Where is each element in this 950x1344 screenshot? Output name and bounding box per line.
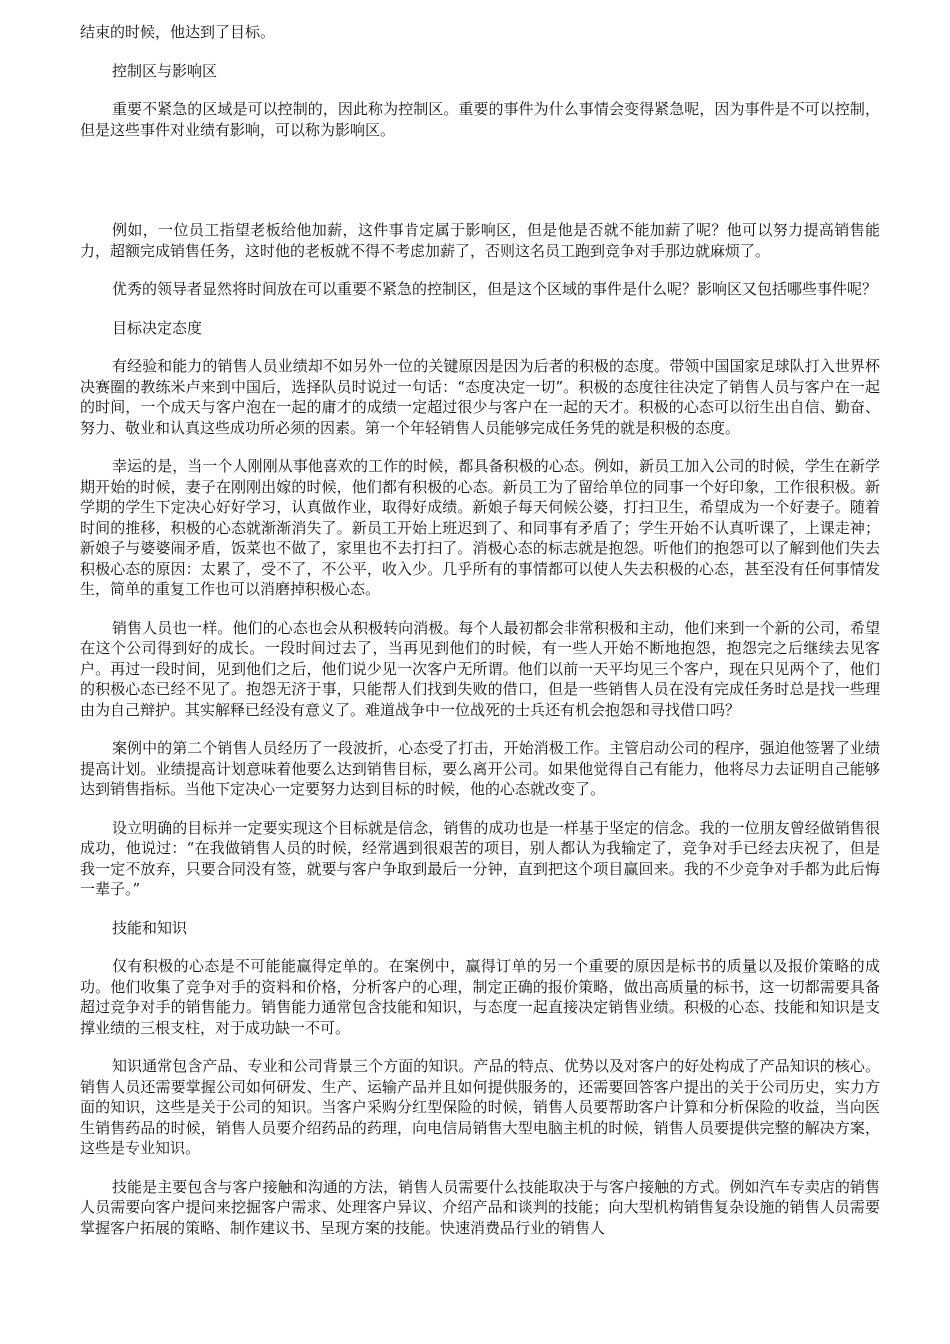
- paragraph: 案例中的第二个销售人员经历了一段波折，心态受了打击，开始消极工作。主管启动公司的程序，强迫他签署了业绩提高计划。业绩提高计划意味着他要么达到销售目标，要么离开公司。如果他觉得自己有能力，他将尽力去证明自己能够达到销售指标。当他下定决心一定要努力达到目标的时候，他的心态就改变了。: [80, 739, 880, 798]
- paragraph: 销售人员也一样。他们的心态也会从积极转向消极。每个人最初都会非常积极和主动，他们来到一个新的公司，希望在这个公司得到好的成长。一段时间过去了，当再见到他们的时候，有一些人开始不断地抱怨，抱怨完之后继续去见客户。再过一段时间，见到他们之后，他们说少见一次客户无所谓。他们以前一天平均见三个客户，现在只见两个了，他们的积极心态已经不见了。抱怨无济于事，只能帮人们找到失败的借口，但是一些销售人员在没有完成任务时总是找一些理由为自己辩护。其实解释已经没有意义了。难道战争中一位战死的士兵还有机会抱怨和寻找借口吗？: [80, 618, 880, 719]
- paragraph: 仅有积极的心态是不可能能赢得定单的。在案例中，赢得订单的另一个重要的原因是标书的质量以及报价策略的成功。他们收集了竞争对手的资料和价格，分析客户的心理，制定正确的报价策略，做出高质量的标书，这一切都需要具备超过竞争对手的销售能力。销售能力通常包含技能和知识，与态度一起直接决定销售业绩。积极的心态、技能和知识是支撑业绩的三根支柱，对于成功缺一不可。: [80, 957, 880, 1037]
- section-heading: 控制区与影响区: [112, 61, 218, 80]
- document-page: [80, 22, 880, 1256]
- section-heading: 技能和知识: [112, 918, 188, 937]
- paragraph: 重要不紧急的区域是可以控制的，因此称为控制区。重要的事件为什么事情会变得紧急呢，因为事件是不可以控制，但是这些事件对业绩有影响，可以称为影响区。: [80, 100, 880, 139]
- section-heading: 目标决定态度: [112, 318, 203, 337]
- paragraph: 技能是主要包含与客户接触和沟通的方法，销售人员需要什么技能取决于与客户接触的方式。例如汽车专卖店的销售人员需要向客户提问来挖掘客户需求、处理客户异议、介绍产品和谈判的技能；向大型机构销售复杂设施的销售人员需要掌握客户拓展的策略、制作建议书、呈现方案的技能。快速消费品行业的销售人: [80, 1177, 880, 1237]
- paragraph: 优秀的领导者显然将时间放在可以重要不紧急的控制区，但是这个区域的事件是什么呢？影响区又包括哪些事件呢？: [112, 280, 878, 298]
- paragraph: 有经验和能力的销售人员业绩却不如另外一位的关键原因是因为后者的积极的态度。带领中国国家足球队打入世界杯决赛圈的教练米卢来到中国后，选择队员时说过一句话：“态度决定一切”。积极的态度往往决定了销售人员与客户在一起的时间，一个成天与客户泡在一起的庸才的成绩一定超过很少与客户在一起的天才。积极的心态可以衍生出自信、勤奋、努力、敬业和认真这些成功所必须的因素。第一个年轻销售人员能够完成任务凭的就是积极的态度。: [80, 357, 880, 437]
- paragraph: 设立明确的目标并一定要实现这个目标就是信念，销售的成功也是一样基于坚定的信念。我的一位朋友曾经做销售很成功，他说过：“在我做销售人员的时候，经常遇到很艰苦的项目，别人都认为我输定了，竞争对手已经去庆祝了，但是我一定不放弃，只要合同没有签，就要与客户争取到最后一分钟，直到把这个项目赢回来。我的不少竞争对手都为此后悔一辈子。”: [80, 818, 880, 898]
- blank-gap: [80, 158, 880, 220]
- paragraph: 知识通常包含产品、专业和公司背景三个方面的知识。产品的特点、优势以及对客户的好处构成了产品知识的核心。销售人员还需要掌握公司如何研发、生产、运输产品并且如何提供服务的，还需要回答客户提出的关于公司历史，实力方面的知识，这些是关于公司的知识。当客户采购分红型保险的时候，销售人员要帮助客户计算和分析保险的收益，当向医生销售药品的时候，销售人员要介绍药品的药理，向电信局销售大型电脑主机的时候，销售人员要提供完整的解决方案，这些是专业知识。: [80, 1057, 880, 1157]
- paragraph: 幸运的是，当一个人刚刚从事他喜欢的工作的时候，都具备积极的心态。例如，新员工加入公司的时候，学生在新学期开始的时候，妻子在刚刚出嫁的时候，他们都有积极的心态。新员工为了留给单位的同事一个好印象，工作很积极。新学期的学生下定决心好好学习，认真做作业，取得好成绩。新娘子每天伺候公婆，打扫卫生，希望成为一个好妻子。随着时间的推移，积极的心态就渐渐消失了。新员工开始上班迟到了、和同事有矛盾了；学生开始不认真听课了，上课走神；新娘子与婆婆闹矛盾，饭菜也不做了，家里也不去打扫了。消极心态的标志就是抱怨。听他们的抱怨可以了解到他们失去积极心态的原因：太累了，受不了，不公平，收入少。几乎所有的事情都可以使人失去积极的心态，甚至没有任何事情发生，简单的重复工作也可以消磨掉积极心态。: [80, 457, 880, 598]
- paragraph: 例如，一位员工指望老板给他加薪，这件事肯定属于影响区，但是他是否就不能加薪了呢？他可以努力提高销售能力，超额完成销售任务，这时他的老板就不得不考虑加薪了，否则这名员工跑到竞争对手那边就麻烦了。: [80, 221, 880, 260]
- paragraph: 结束的时候，他达到了目标。: [80, 23, 276, 41]
